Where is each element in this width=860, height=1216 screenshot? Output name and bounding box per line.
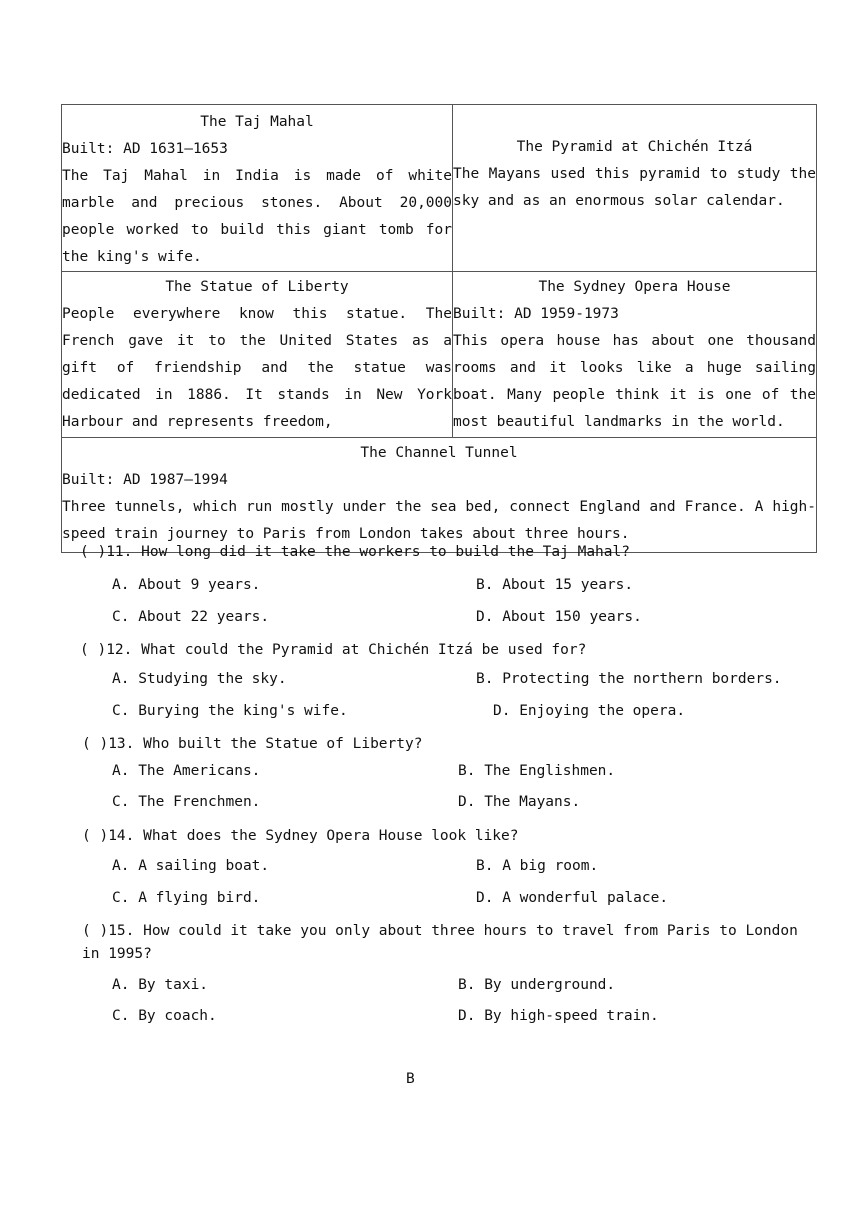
question-12-option-d: D. Enjoying the opera. xyxy=(493,703,686,719)
question-11-option-b: B. About 15 years. xyxy=(476,577,634,593)
question-12-option-b: B. Protecting the northern borders. xyxy=(476,671,782,687)
question-11-option-a: A. About 9 years. xyxy=(112,577,261,593)
tunnel-title: The Channel Tunnel xyxy=(360,445,518,461)
liberty-text: People everywhere know this statue. The French gave it to the United States as a gift of friendship and the statue was dedicated in 1886. It stands in New York Harbour and represents freedom, xyxy=(62,306,452,430)
landmarks-table xyxy=(61,104,817,553)
cell-taj-mahal xyxy=(62,105,453,272)
question-15-option-d: D. By high-speed train. xyxy=(458,1008,659,1024)
question-13-stem: ( )13. Who built the Statue of Liberty? xyxy=(82,736,423,752)
liberty-title: The Statue of Liberty xyxy=(165,279,349,295)
question-13-option-d: D. The Mayans. xyxy=(458,794,581,810)
question-14-option-d: D. A wonderful palace. xyxy=(476,890,669,906)
taj-text: The Taj Mahal in India is made of white marble and precious stones. About 20,000 people worked to build this giant tomb for the king's wife. xyxy=(62,168,452,265)
opera-built: Built: AD 1959-1973 xyxy=(453,306,619,322)
question-13-option-a: A. The Americans. xyxy=(112,763,261,779)
question-14-option-c: C. A flying bird. xyxy=(112,890,261,906)
pyramid-text: The Mayans used this pyramid to study the sky and as an enormous solar calendar. xyxy=(453,166,816,209)
taj-title: The Taj Mahal xyxy=(200,114,314,130)
question-14-option-b: B. A big room. xyxy=(476,858,599,874)
taj-built: Built: AD 1631—1653 xyxy=(62,141,228,157)
question-15-option-c: C. By coach. xyxy=(112,1008,217,1024)
opera-title: The Sydney Opera House xyxy=(538,279,731,295)
question-15-option-b: B. By underground. xyxy=(458,977,616,993)
cell-channel-tunnel xyxy=(62,438,817,553)
question-15-stem: ( )15. How could it take you only about three hours to travel from Paris to London xyxy=(82,923,798,939)
opera-text: This opera house has about one thousand rooms and it looks like a huge sailing boat. Many people think it is one of the most beautiful landmarks in the world. xyxy=(453,333,816,430)
question-13-option-b: B. The Englishmen. xyxy=(458,763,616,779)
section-label: B xyxy=(406,1071,415,1087)
question-11-stem: ( )11. How long did it take the workers to build the Taj Mahal? xyxy=(80,544,630,560)
question-12-option-a: A. Studying the sky. xyxy=(112,671,287,687)
cell-pyramid xyxy=(453,105,817,272)
question-11-option-c: C. About 22 years. xyxy=(112,609,270,625)
question-12-stem: ( )12. What could the Pyramid at Chichén Itzá be used for? xyxy=(80,642,587,658)
question-14-stem: ( )14. What does the Sydney Opera House look like? xyxy=(82,828,519,844)
question-11-option-d: D. About 150 years. xyxy=(476,609,642,625)
question-15-stem-continued: in 1995? xyxy=(82,946,152,962)
question-15-option-a: A. By taxi. xyxy=(112,977,209,993)
cell-statue-of-liberty xyxy=(62,272,453,438)
pyramid-title: The Pyramid at Chichén Itzá xyxy=(516,139,753,155)
question-12-option-c: C. Burying the king's wife. xyxy=(112,703,348,719)
question-13-option-c: C. The Frenchmen. xyxy=(112,794,261,810)
tunnel-text: Three tunnels, which run mostly under the sea bed, connect England and France. A high-speed train journey to Paris from London takes about three hours. xyxy=(62,499,816,542)
tunnel-built: Built: AD 1987—1994 xyxy=(62,472,228,488)
question-14-option-a: A. A sailing boat. xyxy=(112,858,270,874)
cell-sydney-opera-house xyxy=(453,272,817,438)
